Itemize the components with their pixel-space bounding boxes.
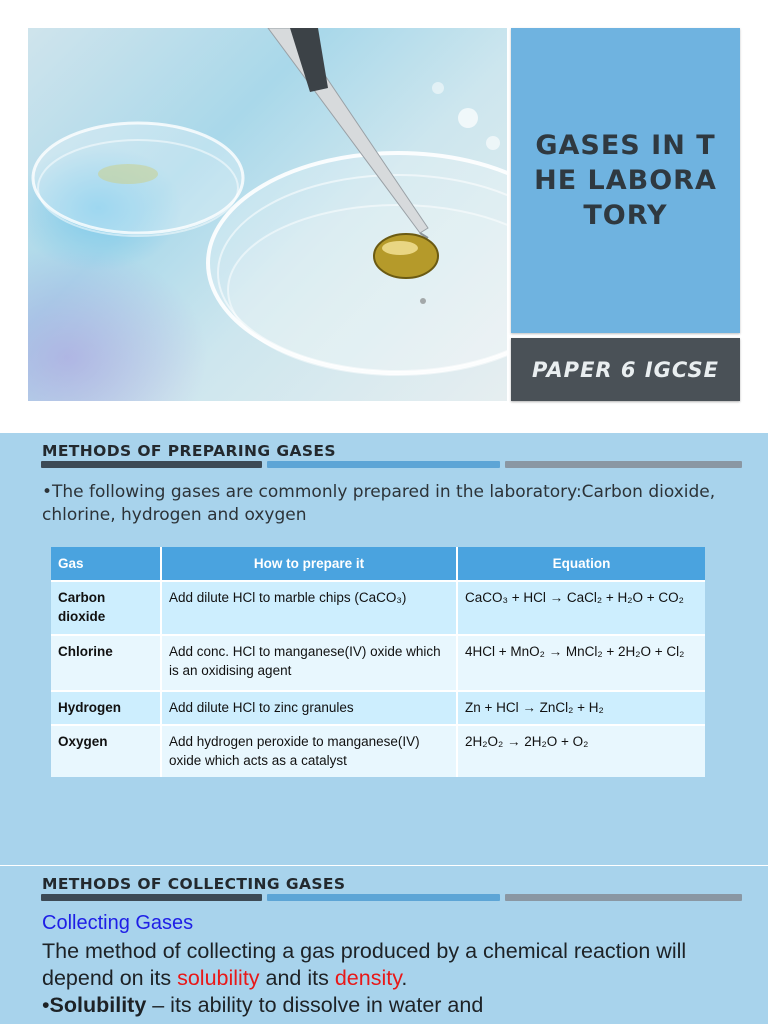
divider-segment [41, 461, 262, 468]
gas-cell: Oxygen [51, 725, 161, 777]
column-header: Gas [51, 547, 161, 581]
method-cell: Add hydrogen peroxide to manganese(IV) oxide which acts as a catalyst [161, 725, 457, 777]
equation-cell: 4HCl + MnO₂ → MnCl₂ + 2H₂O + Cl₂ [457, 635, 705, 691]
column-header: Equation [457, 547, 705, 581]
pipette-petri-dish-image [28, 28, 507, 401]
divider-segment [267, 461, 500, 468]
solubility-term: Solubility [49, 993, 147, 1017]
body-connector: and its [259, 966, 335, 990]
divider-segment [505, 894, 742, 901]
gas-cell: Carbon dioxide [51, 581, 161, 635]
table-row [51, 581, 705, 635]
method-cell: Add dilute HCl to zinc granules [161, 691, 457, 725]
divider-segment [267, 894, 500, 901]
subheading: Collecting Gases [42, 912, 194, 934]
body-period: . [401, 966, 408, 990]
gas-cell: Chlorine [51, 635, 161, 691]
table-row [51, 691, 705, 725]
equation-cell: Zn + HCl → ZnCl₂ + H₂ [457, 691, 705, 725]
preparing-gases-slide [0, 433, 768, 865]
density-highlight: density [334, 966, 402, 990]
intro-text: •The following gases are commonly prepared in the laboratory:Carbon dioxide, chlorine, hydrogen and oxygen [42, 482, 716, 525]
divider-segment [505, 461, 742, 468]
section-heading: METHODS OF PREPARING GASES [42, 442, 336, 460]
gas-cell: Hydrogen [51, 691, 161, 725]
divider-segment [41, 894, 262, 901]
heading-divider [41, 894, 742, 901]
body-text [42, 938, 732, 1019]
collecting-gases-slide [0, 866, 768, 1024]
table-header-row [51, 547, 705, 581]
subtitle-box [511, 338, 740, 401]
solubility-highlight: solubility [177, 966, 260, 990]
solubility-definition: – its ability to dissolve in water and [146, 993, 484, 1017]
slide-subtitle: PAPER 6 IGCSE [531, 357, 720, 382]
table-row [51, 635, 705, 691]
slide-title: GASES IN THE LABORATORY [534, 130, 717, 231]
equation-cell: CaCO₃ + HCl → CaCl₂ + H₂O + CO₂ [457, 581, 705, 635]
body-sentence: The method of collecting a gas produced by a chemical reaction will depend on its [42, 939, 687, 990]
heading-divider [41, 461, 742, 468]
method-cell: Add conc. HCl to manganese(IV) oxide which is an oxidising agent [161, 635, 457, 691]
table-row [51, 725, 705, 777]
equation-cell: 2H₂O₂ → 2H₂O + O₂ [457, 725, 705, 777]
title-box [511, 28, 740, 333]
bullet: • [42, 993, 50, 1017]
gas-preparation-table [51, 547, 705, 777]
column-header: How to prepare it [161, 547, 457, 581]
section-heading: METHODS OF COLLECTING GASES [42, 875, 346, 893]
method-cell: Add dilute HCl to marble chips (CaCO₃) [161, 581, 457, 635]
title-slide [0, 0, 768, 432]
